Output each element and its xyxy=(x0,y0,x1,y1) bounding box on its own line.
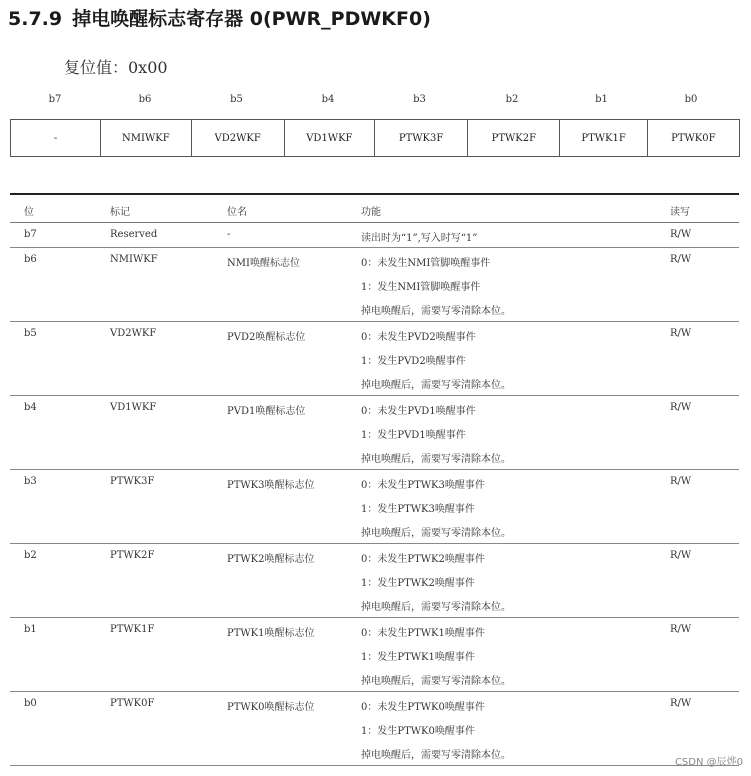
row-function-line: 0：未发生PTWK1唤醒事件 xyxy=(361,628,485,639)
row-function-line: 1：发生PTWK3唤醒事件 xyxy=(361,504,475,515)
section-title xyxy=(8,4,431,31)
row-function-line: 读出时为“1”,写入时写“1” xyxy=(361,233,478,244)
bit-field-cell: - xyxy=(53,132,58,144)
bit-label: b2 xyxy=(505,94,519,105)
row-mark: Reserved xyxy=(110,229,158,240)
bit-field-cell: PTWK3F xyxy=(374,120,467,156)
row-function-line: 0：未发生PTWK0唤醒事件 xyxy=(361,702,485,713)
table-row xyxy=(10,692,739,766)
table-row xyxy=(10,470,739,544)
row-bit-name: PTWK1唤醒标志位 xyxy=(227,628,315,639)
table-row xyxy=(10,618,739,692)
section-title-text: 掉电唤醒标志寄存器 0(PWR_PDWKF0) xyxy=(72,8,431,30)
row-function-line: 1：发生PVD2唤醒事件 xyxy=(361,356,466,367)
table-row xyxy=(10,248,739,322)
row-bit: b7 xyxy=(24,229,37,240)
row-function-line: 1：发生PTWK1唤醒事件 xyxy=(361,652,475,663)
register-description-table xyxy=(10,193,739,766)
row-bit-name: PVD1唤醒标志位 xyxy=(227,406,306,417)
row-bit: b3 xyxy=(24,476,37,487)
row-bit-name: NMI唤醒标志位 xyxy=(227,258,300,269)
bit-field-cell: VD2WKF xyxy=(191,120,284,156)
row-function-line: 0：未发生PTWK2唤醒事件 xyxy=(361,554,485,565)
row-function-line: 1：发生PTWK0唤醒事件 xyxy=(361,726,475,737)
row-function-line: 0：未发生PVD1唤醒事件 xyxy=(361,406,476,417)
table-body xyxy=(10,223,739,766)
bit-label: b5 xyxy=(230,94,243,105)
row-function-line: 掉电唤醒后，需要写零清除本位。 xyxy=(361,602,511,613)
row-bit: b4 xyxy=(24,402,37,413)
table-row xyxy=(10,322,739,396)
watermark: CSDN @辰烨0 xyxy=(674,757,743,768)
row-rw: R/W xyxy=(670,698,692,709)
bit-field-cell: VD1WKF xyxy=(284,120,374,156)
row-mark: PTWK3F xyxy=(110,476,155,487)
row-function-line: 掉电唤醒后，需要写零清除本位。 xyxy=(361,528,511,539)
row-function-line: 0：未发生PVD2唤醒事件 xyxy=(361,332,476,343)
section-number: 5.7.9 xyxy=(8,8,63,30)
row-rw: R/W xyxy=(670,254,692,265)
table-row xyxy=(10,223,739,248)
row-rw: R/W xyxy=(670,328,692,339)
row-rw: R/W xyxy=(670,229,692,240)
row-bit-name: - xyxy=(227,229,231,240)
bit-label: b0 xyxy=(684,94,698,105)
row-function-line: 掉电唤醒后，需要写零清除本位。 xyxy=(361,750,511,761)
row-mark: PTWK2F xyxy=(110,550,155,561)
row-bit: b2 xyxy=(24,550,37,561)
bit-field-cell: PTWK2F xyxy=(467,120,559,156)
row-rw: R/W xyxy=(670,624,692,635)
row-mark: VD2WKF xyxy=(110,328,157,339)
row-bit: b0 xyxy=(24,698,37,709)
row-bit-name: PTWK0唤醒标志位 xyxy=(227,702,315,713)
table-row xyxy=(10,544,739,618)
row-function-line: 1：发生PVD1唤醒事件 xyxy=(361,430,466,441)
row-function-line: 0：未发生PTWK3唤醒事件 xyxy=(361,480,485,491)
row-bit-name: PVD2唤醒标志位 xyxy=(227,332,306,343)
bit-field-cell: PTWK0F xyxy=(647,120,739,156)
row-mark: PTWK1F xyxy=(110,624,155,635)
table-row xyxy=(10,396,739,470)
table-header xyxy=(10,195,739,223)
row-function-line: 1：发生PTWK2唤醒事件 xyxy=(361,578,475,589)
bit-label: b7 xyxy=(48,94,62,105)
bit-label: b3 xyxy=(413,94,426,105)
table-header-cell: 读写 xyxy=(670,207,690,218)
bit-label: b6 xyxy=(138,94,152,105)
bit-field-cell: PTWK1F xyxy=(559,120,646,156)
row-bit-name: PTWK2唤醒标志位 xyxy=(227,554,315,565)
row-function-line: 1：发生NMI管脚唤醒事件 xyxy=(361,282,481,293)
bit-label: b4 xyxy=(321,94,335,105)
reset-value: 复位值：0x00 xyxy=(64,58,168,77)
bit-label: b1 xyxy=(595,94,608,105)
table-header-cell: 标记 xyxy=(110,207,130,218)
row-bit: b1 xyxy=(24,624,37,635)
row-mark: NMIWKF xyxy=(110,254,158,265)
register-bit-diagram xyxy=(10,119,740,157)
row-rw: R/W xyxy=(670,476,692,487)
table-header-cell: 功能 xyxy=(361,207,381,218)
table-header-cell: 位 xyxy=(24,207,34,218)
table-header-cell: 位名 xyxy=(227,207,247,218)
row-rw: R/W xyxy=(670,550,692,561)
row-function-line: 掉电唤醒后，需要写零清除本位。 xyxy=(361,380,511,391)
row-bit-name: PTWK3唤醒标志位 xyxy=(227,480,315,491)
row-function-line: 0：未发生NMI管脚唤醒事件 xyxy=(361,258,491,269)
bit-field-cell: NMIWKF xyxy=(100,120,190,156)
row-function-line: 掉电唤醒后，需要写零清除本位。 xyxy=(361,454,511,465)
bit-labels xyxy=(10,94,740,110)
row-function-line: 掉电唤醒后，需要写零清除本位。 xyxy=(361,306,511,317)
row-function-line: 掉电唤醒后，需要写零清除本位。 xyxy=(361,676,511,687)
row-mark: VD1WKF xyxy=(110,402,157,413)
row-bit: b5 xyxy=(24,328,37,339)
row-rw: R/W xyxy=(670,402,692,413)
row-bit: b6 xyxy=(24,254,37,265)
row-mark: PTWK0F xyxy=(110,698,155,709)
